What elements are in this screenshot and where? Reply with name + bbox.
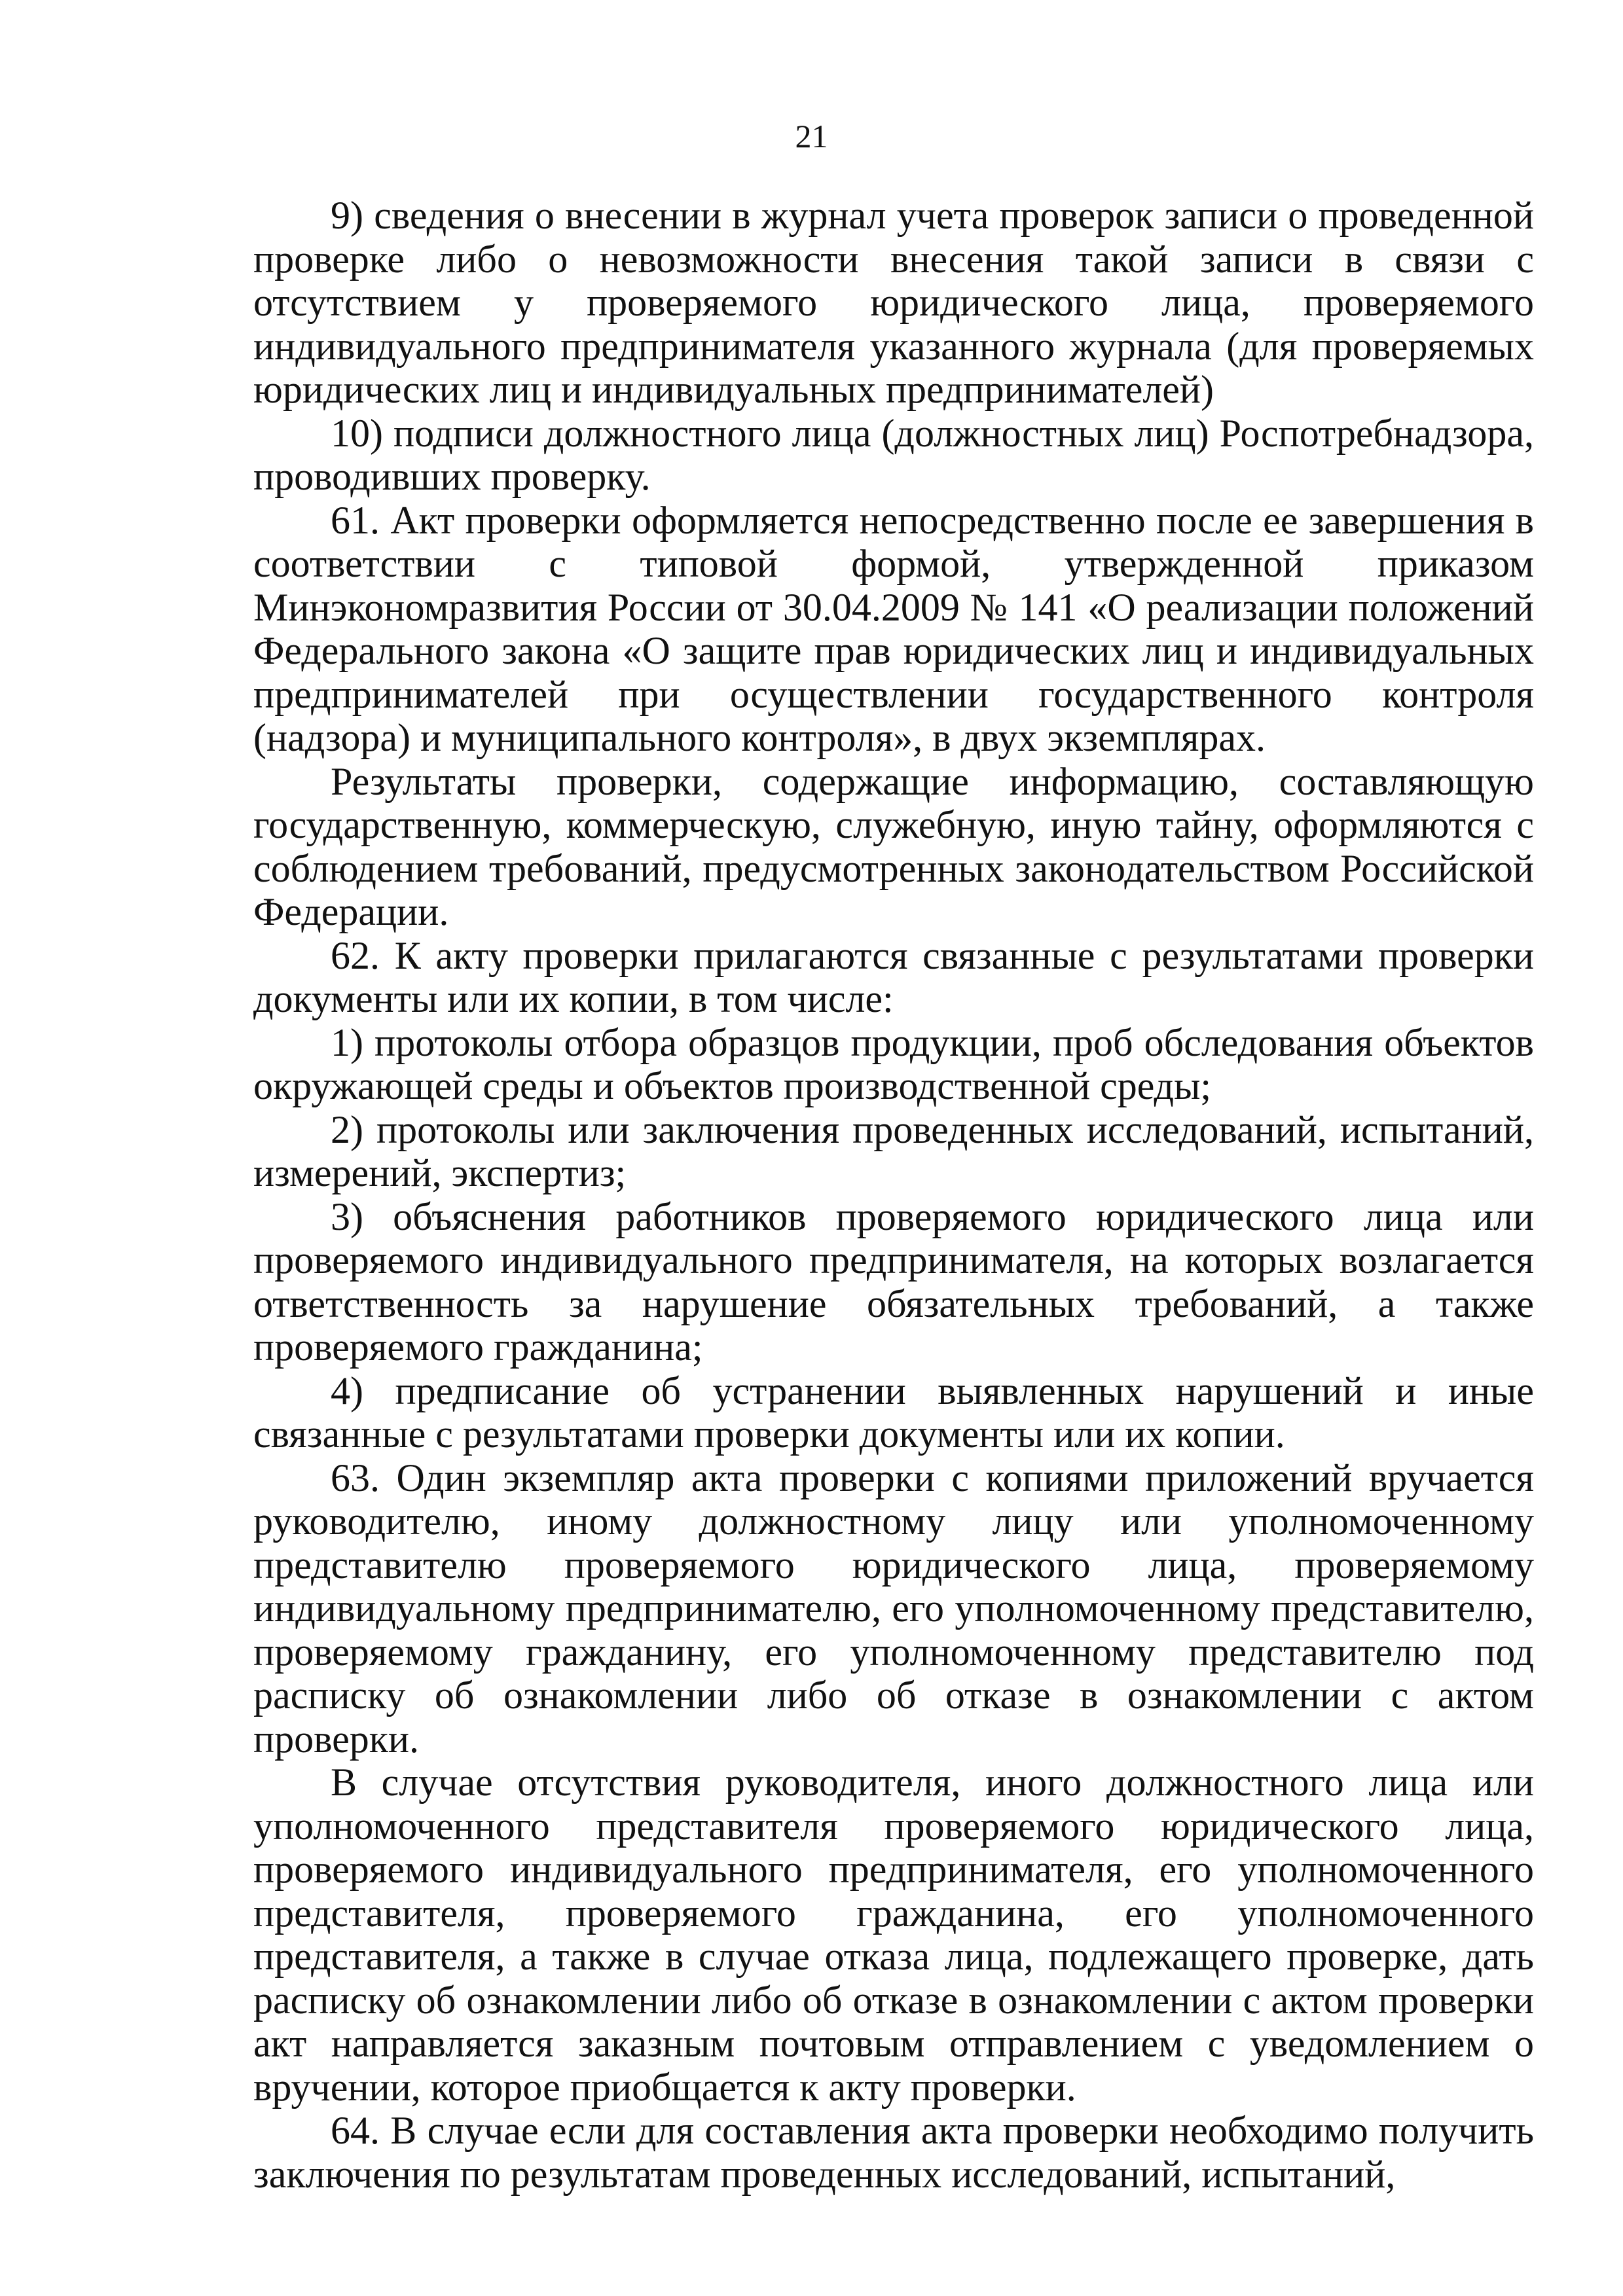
paragraph-item-2: 2) протоколы или заключения проведенных исследований, испытаний, измерений, экспертиз; xyxy=(253,1107,1534,1194)
paragraph-clause-61: 61. Акт проверки оформляется непосредственно после ее завершения в соответствии с типовой формой, утвержденной приказом Минэкономразвития России от 30.04.2009 № 141 «О реализации положений Федерального закона «О защите прав юридических лиц и индивидуальных предпринимателей при осуществлении государственного контроля (надзора) и муниципального контроля», в двух экземплярах. xyxy=(253,498,1534,759)
paragraph-item-3: 3) объяснения работников проверяемого юридического лица или проверяемого индивидуального предпринимателя, на которых возлагается ответственность за нарушение обязательных требований, а также проверяемого гражданина; xyxy=(253,1194,1534,1369)
paragraph-clause-63: 63. Один экземпляр акта проверки с копиями приложений вручается руководителю, иному должностному лицу или уполномоченному представителю проверяемого юридического лица, проверяемому индивидуальному предпринимателю, его уполномоченному представителю, проверяемому гражданину, его уполномоченному представителю под расписку об ознакомлении либо об отказе в ознакомлении с актом проверки. xyxy=(253,1456,1534,1761)
paragraph-item-1: 1) протоколы отбора образцов продукции, проб обследования объектов окружающей среды и объектов производственной среды; xyxy=(253,1020,1534,1107)
paragraph-clause-64: 64. В случае если для составления акта проверки необходимо получить заключения по результатам проведенных исследований, испытаний, xyxy=(253,2109,1534,2196)
paragraph-item-4: 4) предписание об устранении выявленных нарушений и иные связанные с результатами проверки документы или их копии. xyxy=(253,1369,1534,1456)
paragraph-inspection-results: Результаты проверки, содержащие информацию, составляющую государственную, коммерческую, служебную, иную тайну, оформляются с соблюдением требований, предусмотренных законодательством Российской Федерации. xyxy=(253,759,1534,933)
paragraph-clause-62: 62. К акту проверки прилагаются связанные с результатами проверки документы или их копии, в том числе: xyxy=(253,933,1534,1020)
paragraph-item-10: 10) подписи должностного лица (должностных лиц) Роспотребнадзора, проводивших проверку. xyxy=(253,411,1534,498)
document-body xyxy=(253,194,1534,2196)
paragraph-absence-case: В случае отсутствия руководителя, иного должностного лица или уполномоченного представителя проверяемого юридического лица, проверяемого индивидуального предпринимателя, его уполномоченного представителя, проверяемого гражданина, его уполномоченного представителя, а также в случае отказа лица, подлежащего проверке, дать расписку об ознакомлении либо об отказе в ознакомлении с актом проверки акт направляется заказным почтовым отправлением с уведомлением о вручении, которое приобщается к акту проверки. xyxy=(253,1761,1534,2109)
paragraph-item-9: 9) сведения о внесении в журнал учета проверок записи о проведенной проверке либо о невозможности внесения такой записи в связи с отсутствием у проверяемого юридического лица, проверяемого индивидуального предпринимателя указанного журнала (для проверяемых юридических лиц и индивидуальных предпринимателей) xyxy=(253,194,1534,411)
page-number: 21 xyxy=(795,118,828,154)
